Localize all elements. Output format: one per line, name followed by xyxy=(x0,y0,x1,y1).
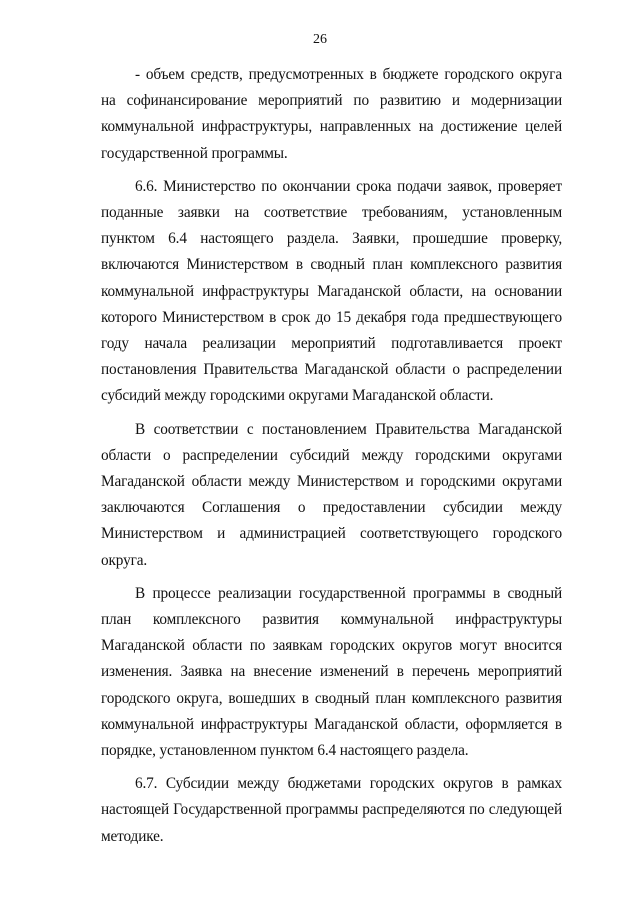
page-number: 26 xyxy=(313,32,327,47)
paragraph-plan-amendments: В процессе реализации государственной программы в сводный план комплексного развития коммунальной инфраструктуры Магаданской области по заявкам городских округов могут вносится изменения. Заявка на внесение изменений в перечень мероприятий городского округа, вошедших в сводный план комплексного развития коммунальной инфраструктуры Магаданской области, оформляется в порядке, установленном пунктом 6.4 настоящего раздела. xyxy=(101,584,562,760)
paragraph-6-6-application-review: 6.6. Министерство по окончании срока подачи заявок, проверяет поданные заявки на соответствие требованиям, установленным пунктом 6.4 настоящего раздела. Заявки, прошедшие проверку, включаются Министерством в сводный план комплексного развития коммунальной инфраструктуры Магаданской области, на основании которого Министерством в срок до 15 декабря года предшествующего году начала реализации мероприятий подготавливается проект постановления Правительства Магаданской области о распределении субсидий между городскими округами Магаданской области. xyxy=(101,177,562,405)
paragraph-6-7-distribution-method: 6.7. Субсидии между бюджетами городских округов в рамках настоящей Государственной программы распределяются по следующей методике. xyxy=(101,775,562,845)
paragraph-subsidy-agreements: В соответствии с постановлением Правительства Магаданской области о распределении субсидий между городскими округами Магаданской области между Министерством и городскими округами заключаются Соглашения о предоставлении субсидии между Министерством и администрацией соответствующего городского округа. xyxy=(101,420,562,569)
document-body xyxy=(101,62,562,857)
paragraph-cofinancing-volume: - объем средств, предусмотренных в бюджете городского округа на софинансирование мероприятий по развитию и модернизации коммунальной инфраструктуры, направленных на достижение целей государственной программы. xyxy=(101,66,562,162)
